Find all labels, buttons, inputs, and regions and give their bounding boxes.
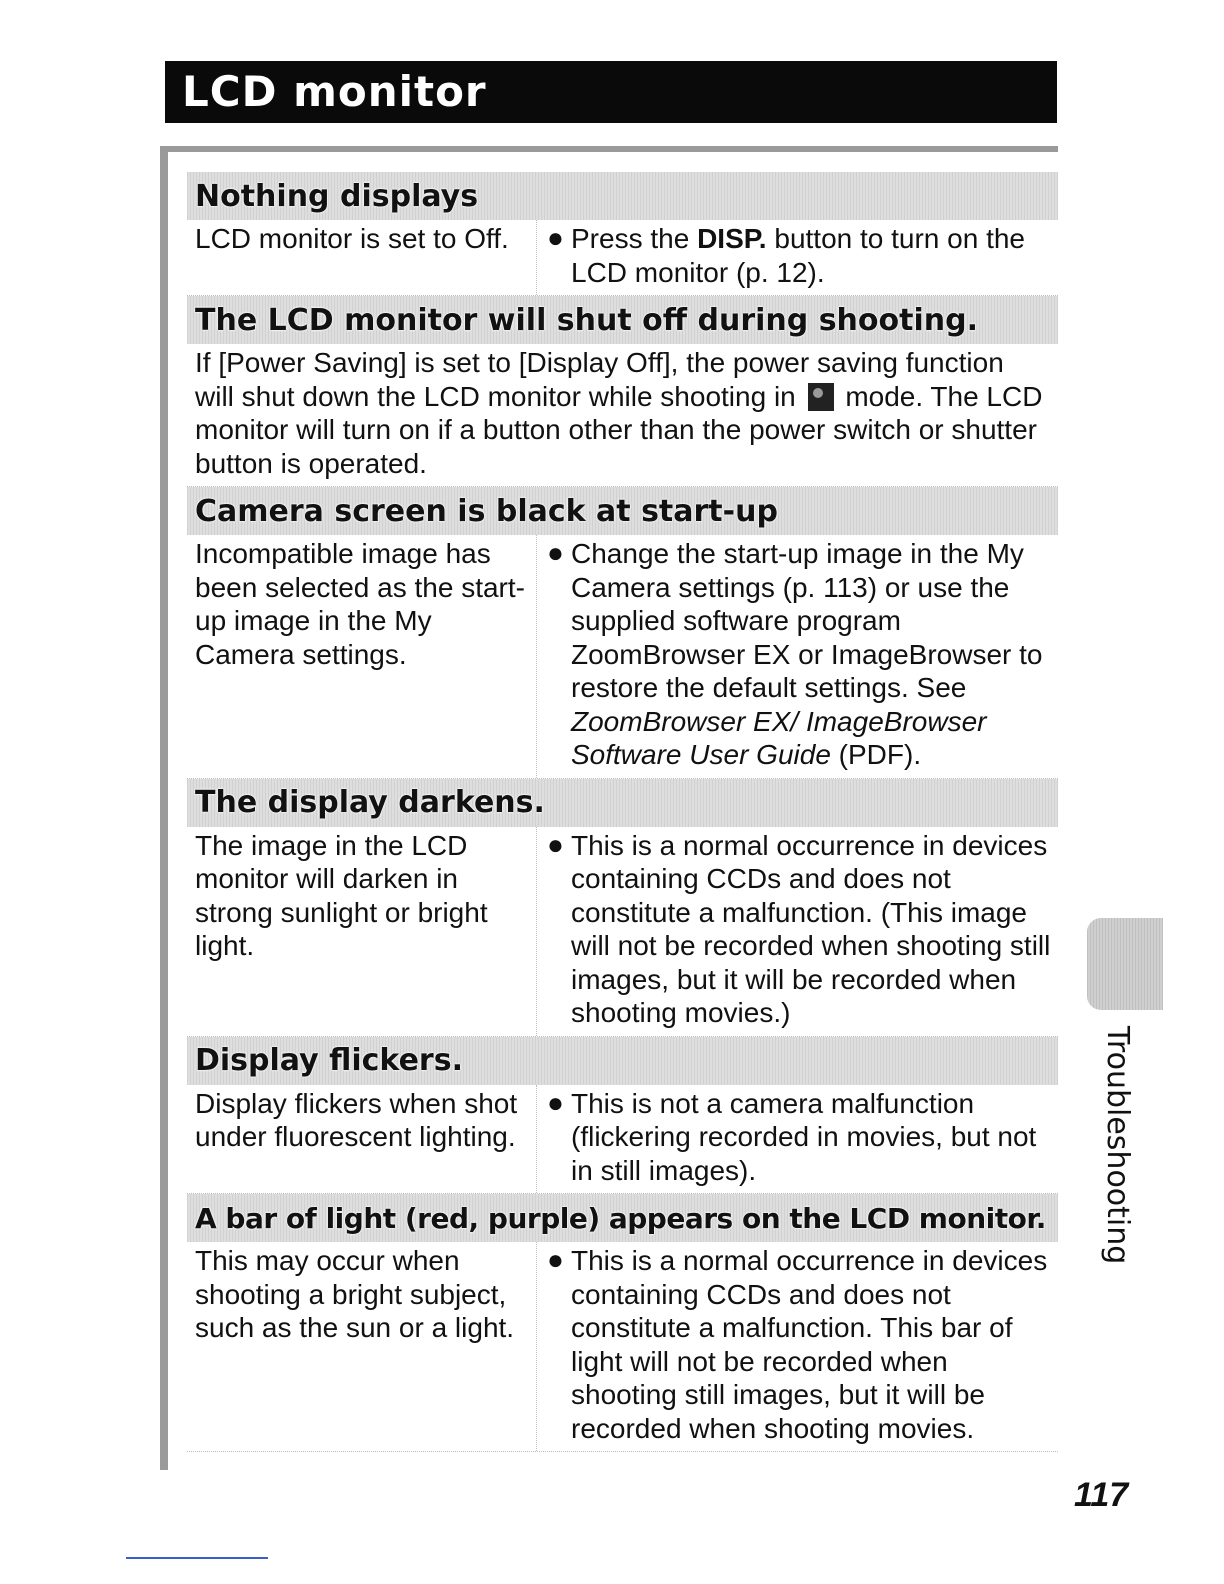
bullet-icon: ● [547,222,564,253]
section-heading: Camera screen is black at start-up [187,487,1058,535]
remedy-cell: ● This is a normal occurrence in devices containing CCDs and does not constitute a malfunction. This bar of light will not be recorded when shooting still images, but it will be recorded when shooting movies. [547,1244,1048,1444]
chapter-tab-label: Troubleshooting [1100,1026,1135,1265]
cause-cell: Incompatible image has been selected as the start-up image in the My Camera settings. [187,535,537,778]
table-row [187,535,1058,779]
cause-cell: LCD monitor is set to Off. [187,220,537,295]
page-title: LCD monitor [182,67,487,116]
troubleshooting-table [187,172,1058,1452]
page-number: 117 [1074,1476,1129,1514]
section-heading: Display flickers. [187,1037,1058,1085]
table-row [187,1242,1058,1452]
table-row [187,827,1058,1037]
section-heading: Nothing displays [187,172,1058,220]
cause-cell: The image in the LCD monitor will darken in strong sunlight or bright light. [187,827,537,1036]
guide-title: ZoomBrowser EX/ ImageBrowser Software User Guide [571,705,987,770]
bullet-icon: ● [547,1244,564,1275]
bullet-icon: ● [547,828,564,860]
title-bar [165,61,1057,123]
disp-button-label: DISP. [697,223,767,254]
bullet-icon: ● [547,1086,564,1118]
chapter-tab [1087,918,1163,1010]
cause-cell: This may occur when shooting a bright subject, such as the sun or a light. [187,1242,537,1451]
cause-cell: Display flickers when shot under fluorescent lighting. [187,1085,537,1194]
remedy-cell: ● Press the DISP. button to turn on the LCD monitor (p. 12). [547,222,1026,288]
bullet-icon: ● [547,537,564,568]
table-row [187,220,1058,296]
scene-mode-icon [808,383,834,411]
section-heading: The display darkens. [187,779,1058,827]
full-width-cell: If [Power Saving] is set to [Display Off], the power saving function will shut down the LCD monitor while shooting in mode. The LCD monitor will turn on if a button other than the power switch or shutter button is operated. [195,347,1043,479]
table-row [187,344,1058,487]
remedy-cell: ● This is a normal occurrence in devices containing CCDs and does not constitute a malfunction. (This image will not be recorded when shooting still images, but it will be recorded when shooting movies.) [547,828,1051,1028]
remedy-cell: ● This is not a camera malfunction (flickering recorded in movies, but not in still images). [547,1086,1037,1186]
remedy-cell: ● Change the start-up image in the My Camera settings (p. 113) or use the supplied software program ZoomBrowser EX or ImageBrowser to restore the default settings. See ZoomBrowser EX/ ImageBrowser Software User Guide (PDF). [547,537,1043,770]
table-row [187,1085,1058,1195]
section-heading: A bar of light (red, purple) appears on the LCD monitor. [187,1194,1058,1242]
footer-rule [126,1557,268,1559]
section-heading: The LCD monitor will shut off during shooting. [187,296,1058,344]
